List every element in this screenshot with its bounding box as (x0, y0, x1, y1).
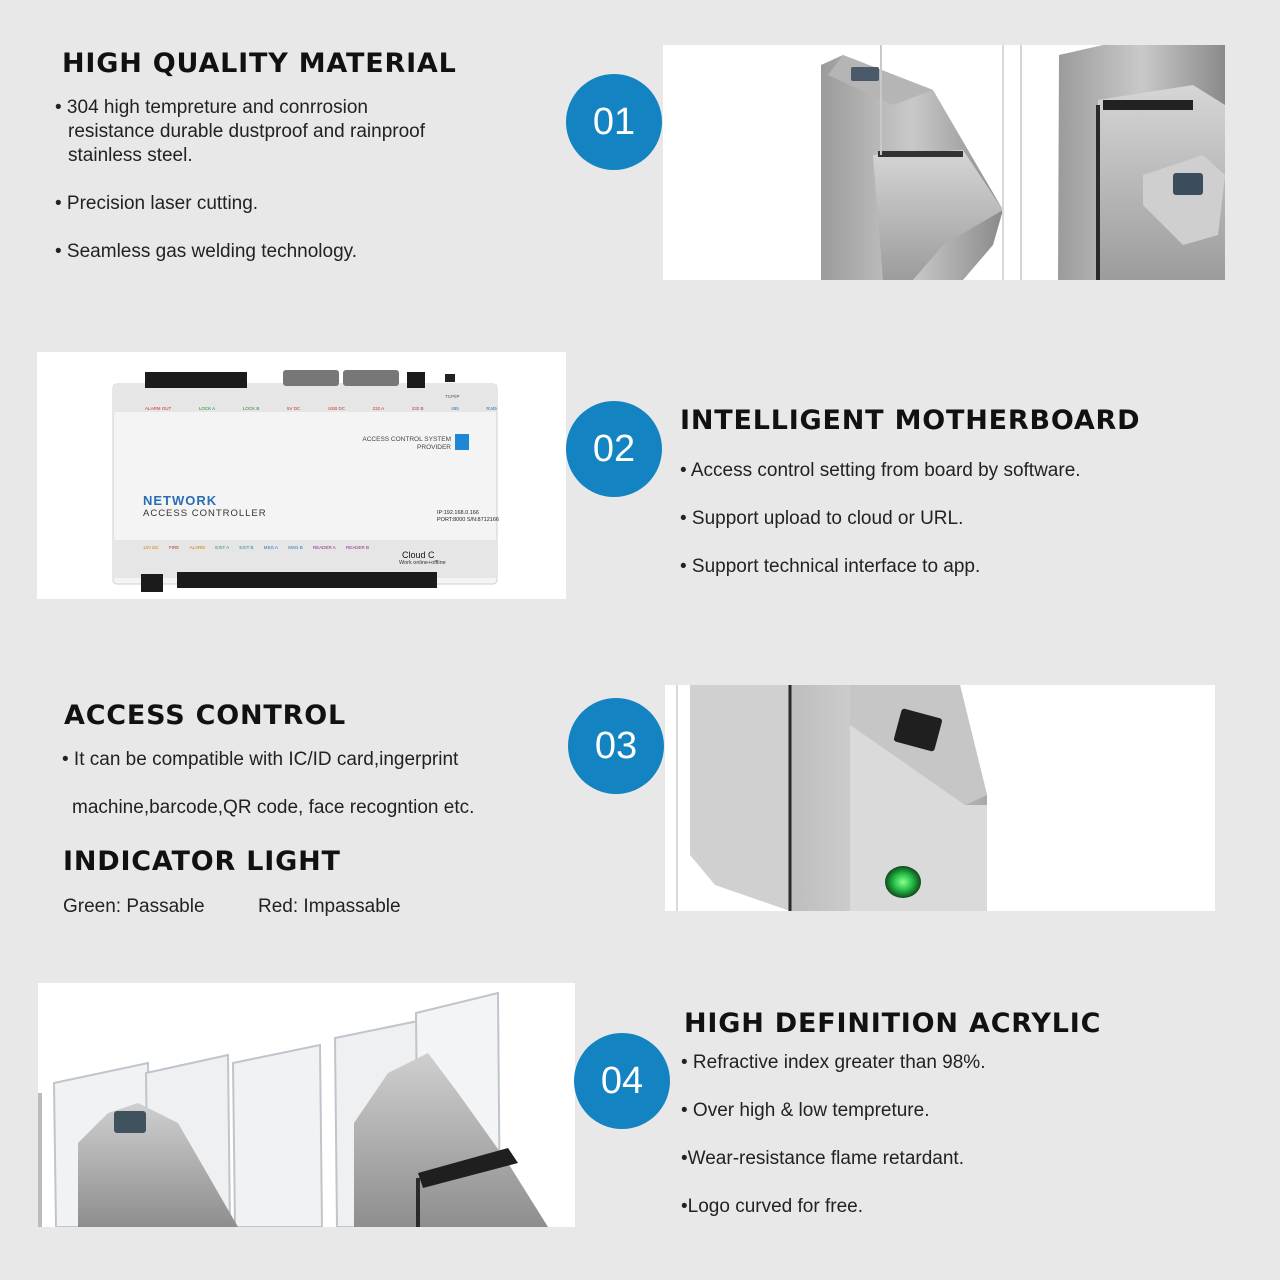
step-badge-04: 04 (574, 1033, 670, 1129)
acrylic-bullet: •Logo curved for free. (681, 1196, 863, 1217)
stainless-turnstile-image (663, 45, 1225, 280)
material-bullet: • Precision laser cutting. (55, 193, 259, 214)
step-badge-02: 02 (566, 401, 662, 497)
controller-top-labels (145, 406, 497, 411)
controller-subname: ACCESS CONTROLLER (143, 508, 267, 519)
access-bullet: • It can be compatible with IC/ID card,ingerprint (62, 749, 459, 770)
step-badge-03: 03 (568, 698, 664, 794)
acrylic-panels-image (38, 983, 575, 1227)
access-bullet: machine,barcode,QR code, face recogntion etc. (72, 797, 475, 818)
controller-name: NETWORK (143, 493, 218, 508)
port-label: LOCK A (198, 406, 216, 411)
motherboard-bullet: • Support technical interface to app. (680, 556, 981, 577)
controller-board-image (37, 352, 566, 599)
controller-brand (355, 436, 451, 452)
port-label: LOCK B (242, 406, 260, 411)
port-label: 12V DC (143, 545, 159, 550)
card-reader-image (665, 685, 1215, 911)
material-bullet: resistance durable dustproof and rainproof (68, 121, 426, 142)
material-bullet: • 304 high tempreture and conrrosion (55, 97, 368, 118)
section-subtitle-indicator: INDICATOR LIGHT (63, 846, 341, 877)
port-label: EXIT A (215, 545, 230, 550)
port-label: USB DC (327, 406, 345, 411)
acrylic-bullet: • Over high & low tempreture. (681, 1100, 930, 1121)
port-label: 485 (451, 406, 459, 411)
indicator-green: Green: Passable (63, 896, 205, 917)
port-label: READER A (312, 545, 336, 550)
port-label: MSG A (263, 545, 279, 550)
port-label: ALARM OUT (145, 406, 172, 411)
cloud-label (402, 550, 435, 560)
port-label: RJ45 (486, 406, 497, 411)
port-label: 232 B (411, 406, 424, 411)
motherboard-bullet: • Access control setting from board by software. (680, 460, 1081, 481)
motherboard-bullet: • Support upload to cloud or URL. (680, 508, 964, 529)
port-label: ALARM (189, 545, 205, 550)
controller-ip: IP:192.168.0.166 (437, 510, 479, 516)
port-label: 5V DC (287, 406, 301, 411)
controller-brand-line: ACCESS CONTROL SYSTEM (362, 436, 451, 443)
cloud-text: Cloud (402, 550, 426, 560)
material-bullet: stainless steel. (68, 145, 193, 166)
acrylic-bullet: •Wear-resistance flame retardant. (681, 1148, 964, 1169)
port-label: 232 A (372, 406, 385, 411)
indicator-red: Red: Impassable (258, 896, 401, 917)
acrylic-bullet: • Refractive index greater than 98%. (681, 1052, 986, 1073)
controller-brand-line: PROVIDER (417, 444, 451, 451)
cloud-sub: Work online+offline (399, 560, 446, 566)
section-title-access: ACCESS CONTROL (64, 700, 346, 731)
cloud-suffix: C (428, 550, 435, 560)
port-label: TCP/IP (445, 394, 460, 399)
section-title-material: HIGH QUALITY MATERIAL (62, 48, 457, 79)
controller-bottom-labels (143, 545, 369, 550)
port-label: FIRE (168, 545, 180, 550)
step-badge-01: 01 (566, 74, 662, 170)
controller-port: PORT:8000 S/N:8712166 (437, 517, 499, 523)
section-title-acrylic: HIGH DEFINITION ACRYLIC (684, 1008, 1102, 1039)
port-label: EXIT B (239, 545, 254, 550)
section-title-motherboard: INTELLIGENT MOTHERBOARD (680, 405, 1141, 436)
controller-ip-block (437, 510, 499, 524)
port-label: READER B (345, 545, 369, 550)
material-bullet: • Seamless gas welding technology. (55, 241, 358, 262)
port-label: MSG B (288, 545, 303, 550)
